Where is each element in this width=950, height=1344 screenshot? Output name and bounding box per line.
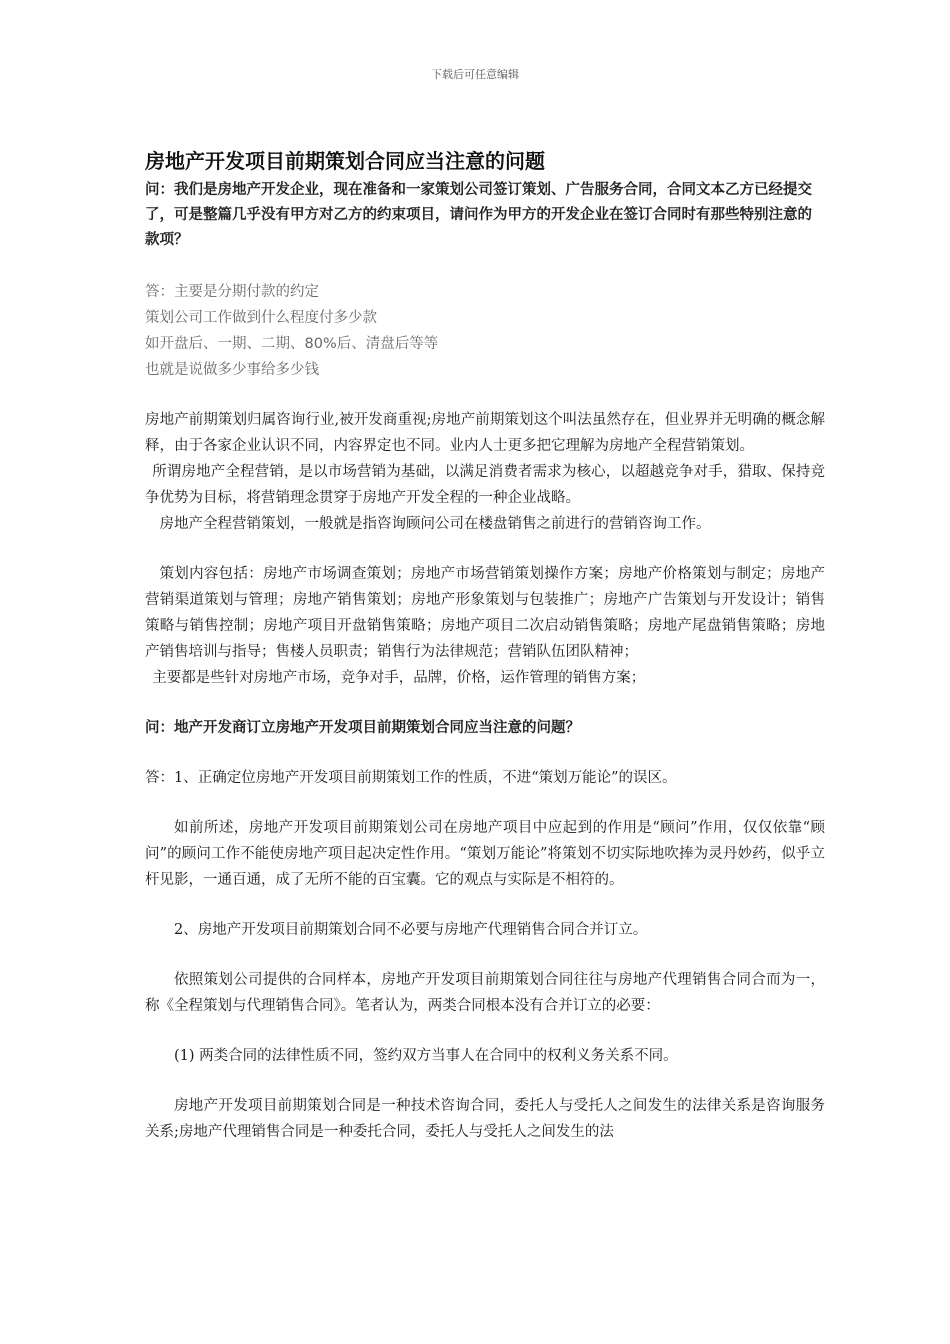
- answer-1-block: [145, 279, 825, 383]
- answer-1-line: 如开盘后、一期、二期、80%后、清盘后等等: [145, 336, 439, 352]
- paragraph-intro: 房地产前期策划归属咨询行业,被开发商重视;房地产前期策划这个叫法虽然存在，但业界并无明确的概念解释，由于各家企业认识不同，内容界定也不同。业内人士更多把它理解为房地产全程营销策划。: [145, 412, 825, 454]
- document-title: 房地产开发项目前期策划合同应当注意的问题: [145, 149, 545, 173]
- paragraph-planning: 房地产全程营销策划，一般就是指咨询顾问公司在楼盘销售之前进行的营销咨询工作。: [159, 516, 711, 532]
- paragraph-legal: 房地产开发项目前期策划合同是一种技术咨询合同，委托人与受托人之间发生的法律关系是咨询服务关系;房地产代理销售合同是一种委托合同，委托人与受托人之间发生的法: [145, 1098, 825, 1140]
- answer-2-point-1: 答：1、正确定位房地产开发项目前期策划工作的性质，不进“策划万能论”的误区。: [145, 770, 677, 786]
- question-2: 问：地产开发商订立房地产开发项目前期策划合同应当注意的问题？: [145, 720, 580, 736]
- paragraph-sample: 依照策划公司提供的合同样本，房地产开发项目前期策划合同往往与房地产代理销售合同合而为一，称《全程策划与代理销售合同》。笔者认为，两类合同根本没有合并订立的必要：: [145, 972, 825, 1014]
- answer-1-line: 策划公司工作做到什么程度付多少款: [145, 310, 377, 326]
- point-2-1: (1) 两类合同的法律性质不同，签约双方当事人在合同中的权利义务关系不同。: [174, 1048, 678, 1064]
- paragraph-contents: 策划内容包括：房地产市场调查策划；房地产市场营销策划操作方案；房地产价格策划与制定；房地产营销渠道策划与管理；房地产销售策划；房地产形象策划与包装推广；房地产广告策划与开发设计；销售策略与销售控制；房地产项目开盘销售策略；房地产项目二次启动销售策略；房地产尾盘销售策略；房地产销售培训与指导；售楼人员职责；销售行为法律规范；营销队伍团队精神；: [145, 566, 825, 660]
- answer-1-line: 答：主要是分期付款的约定: [145, 284, 319, 300]
- answer-1-line: 也就是说做多少事给多少钱: [145, 362, 319, 378]
- paragraph-marketing: 所谓房地产全程营销，是以市场营销为基础，以满足消费者需求为核心，以超越竞争对手，猎取、保持竞争优势为目标，将营销理念贯穿于房地产开发全程的一种企业战略。: [145, 464, 825, 506]
- point-2: 2、房地产开发项目前期策划合同不必要与房地产代理销售合同合并订立。: [174, 922, 648, 938]
- paragraph-consultant: 如前所述，房地产开发项目前期策划公司在房地产项目中应起到的作用是“顾问”作用，仅仅依靠“顾问”的顾问工作不能使房地产项目起决定性作用。“策划万能论”将策划不切实际地吹捧为灵丹妙药，似乎立杆见影，一通百通，成了无所不能的百宝囊。它的观点与实际是不相符的。: [145, 820, 825, 888]
- document-body: [145, 146, 825, 1145]
- paragraph-main: 主要都是些针对房地产市场，竞争对手，品牌，价格，运作管理的销售方案；: [152, 670, 646, 686]
- question-1: 问：我们是房地产开发企业，现在准备和一家策划公司签订策划、广告服务合同，合同文本乙方已经提交了，可是整篇几乎没有甲方对乙方的约束项目，请问作为甲方的开发企业在签订合同时有那些特别注意的款项？: [145, 182, 812, 248]
- header-note: 下载后可任意编辑: [431, 68, 519, 81]
